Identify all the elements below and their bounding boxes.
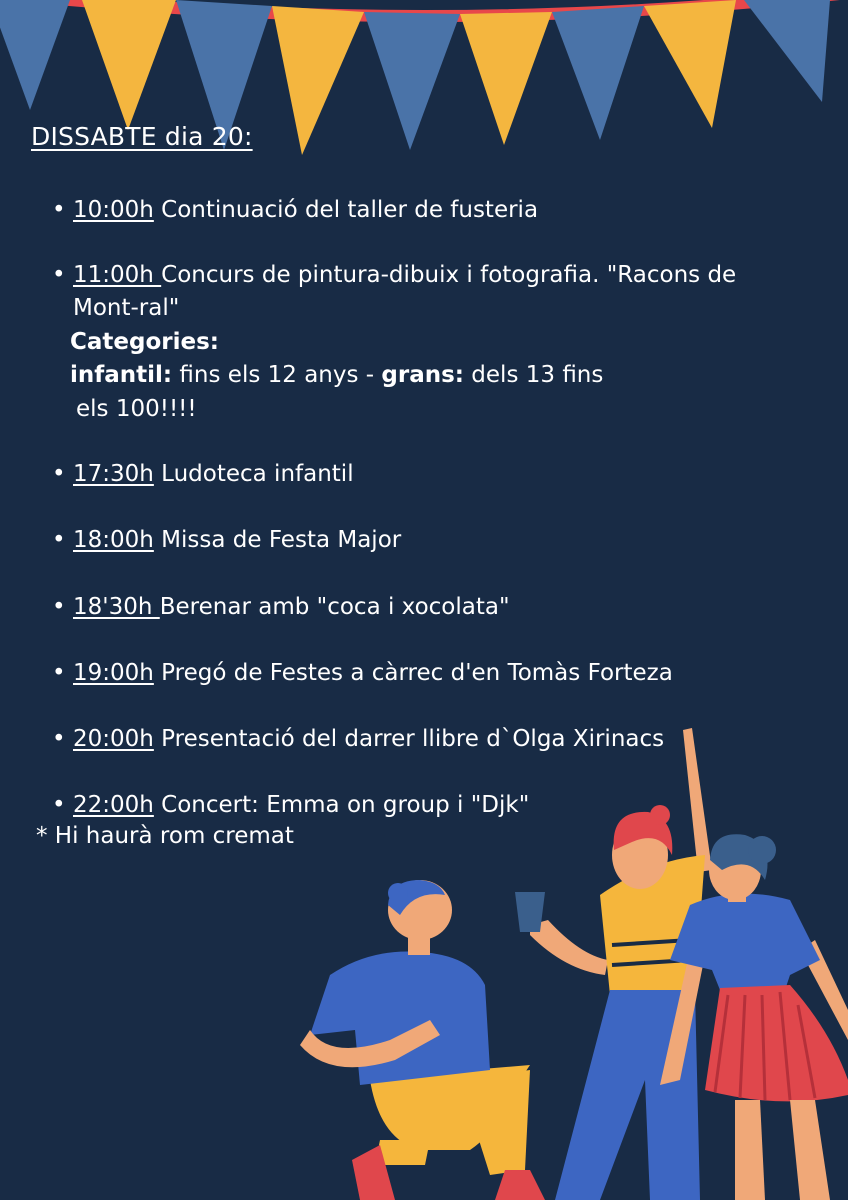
bullet-icon: • (52, 726, 66, 752)
event-description: Presentació del darrer llibre d`Olga Xirinacs (153, 726, 665, 752)
page-title: DISSABTE dia 20: (31, 122, 253, 151)
event-description: Concurs de pintura-dibuix i fotografia. "Racons de (161, 262, 737, 288)
event-time: 18:00h (73, 527, 154, 553)
event-time: 22:00h (73, 792, 154, 818)
bullet-icon: • (52, 262, 66, 288)
categories-label: Categories: (70, 329, 219, 355)
bullet-icon: • (52, 660, 66, 686)
schedule-item (52, 194, 538, 227)
grans-text: dels 13 fins (464, 362, 604, 388)
event-time: 11:00h (73, 262, 162, 288)
grans-label: grans: (381, 362, 464, 388)
event-description: Pregó de Festes a càrrec d'en Tomàs Forteza (153, 660, 673, 686)
bullet-icon: • (52, 594, 66, 620)
event-time: 18'30h (73, 594, 160, 620)
schedule-item (52, 789, 529, 822)
event-time: 10:00h (73, 197, 154, 223)
bullet-icon: • (52, 197, 66, 223)
person-crouching (300, 880, 545, 1200)
schedule-item (52, 524, 401, 557)
event-description: Continuació del taller de fusteria (153, 197, 539, 223)
schedule-item (52, 259, 736, 292)
schedule-item (52, 458, 354, 491)
event-time: 20:00h (73, 726, 154, 752)
event-description-continued: Mont-ral" (73, 295, 180, 321)
bullet-icon: • (52, 527, 66, 553)
event-description: Berenar amb "coca i xocolata" (159, 594, 510, 620)
schedule-item (52, 591, 510, 624)
bullet-icon: • (52, 792, 66, 818)
person-raising-arm (515, 728, 712, 1200)
event-description: Concert: Emma on group i "Djk" (153, 792, 530, 818)
categories-line (70, 359, 603, 392)
event-time: 17:30h (73, 461, 154, 487)
event-description: Ludoteca infantil (153, 461, 354, 487)
infantil-text: fins els 12 anys - (172, 362, 382, 388)
categories-line-end: els 100!!!! (76, 396, 197, 422)
footnote: * Hi haurà rom cremat (36, 823, 294, 849)
bullet-icon: • (52, 461, 66, 487)
event-time: 19:00h (73, 660, 154, 686)
schedule-item (52, 723, 664, 756)
schedule-item (52, 657, 673, 690)
infantil-label: infantil: (70, 362, 173, 388)
event-description: Missa de Festa Major (153, 527, 402, 553)
